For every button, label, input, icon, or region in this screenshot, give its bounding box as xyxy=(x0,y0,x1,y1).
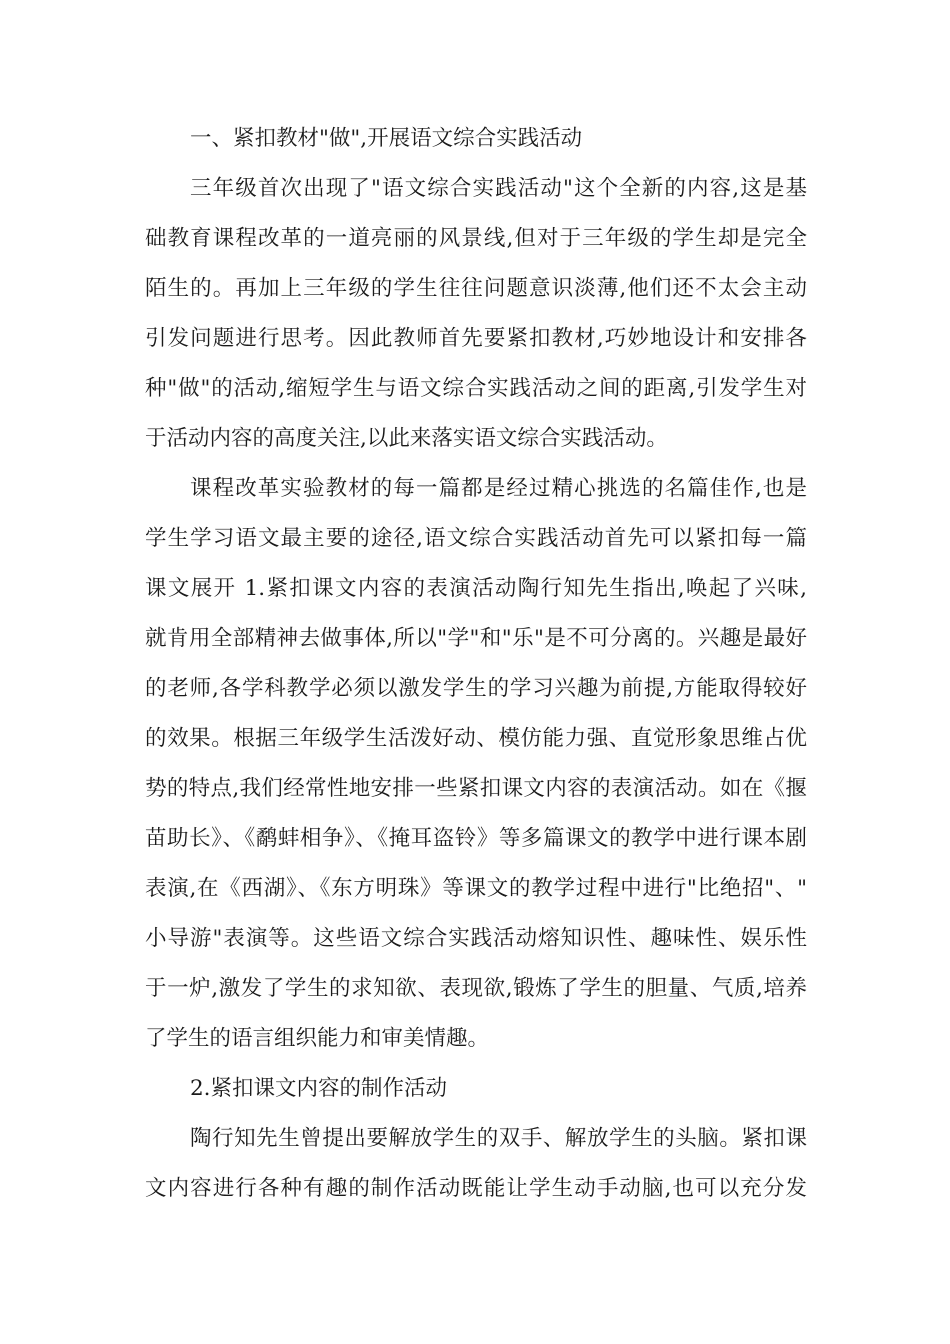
paragraph-line: 表演,在《西湖》、《东方明珠》等课文的教学过程中进行"比绝招"、" xyxy=(145,876,807,901)
paragraph-line: 苗助长》、《鹬蚌相争》、《掩耳盗铃》等多篇课文的教学中进行课本剧 xyxy=(145,826,807,851)
paragraph-line: 陌生的。再加上三年级的学生往往问题意识淡薄,他们还不太会主动 xyxy=(145,276,807,301)
paragraph-line: 于一炉,激发了学生的求知欲、表现欲,锻炼了学生的胆量、气质,培养 xyxy=(145,976,807,1001)
paragraph-line: 小导游"表演等。这些语文综合实践活动熔知识性、趣味性、娱乐性 xyxy=(145,926,807,951)
paragraph-line: 础教育课程改革的一道亮丽的风景线,但对于三年级的学生却是完全 xyxy=(145,226,807,251)
paragraph-line: 势的特点,我们经常性地安排一些紧扣课文内容的表演活动。如在《揠 xyxy=(145,776,807,801)
paragraph-line: 种"做"的活动,缩短学生与语文综合实践活动之间的距离,引发学生对 xyxy=(145,376,807,401)
paragraph-line: 引发问题进行思考。因此教师首先要紧扣教材,巧妙地设计和安排各 xyxy=(145,326,807,351)
paragraph-line: 于活动内容的高度关注,以此来落实语文综合实践活动。 xyxy=(145,426,668,451)
section-heading: 一、紧扣教材"做",开展语文综合实践活动 xyxy=(190,126,583,151)
document-body xyxy=(145,114,807,1214)
paragraph-line: 的效果。根据三年级学生活泼好动、模仿能力强、直觉形象思维占优 xyxy=(145,726,807,751)
paragraph-line: 就肯用全部精神去做事体,所以"学"和"乐"是不可分离的。兴趣是最好 xyxy=(145,626,807,651)
paragraph-line: 了学生的语言组织能力和审美情趣。 xyxy=(145,1026,490,1051)
paragraph-line: 文内容进行各种有趣的制作活动既能让学生动手动脑,也可以充分发 xyxy=(145,1176,807,1201)
subsection-heading: 2.紧扣课文内容的制作活动 xyxy=(190,1076,448,1101)
paragraph-line: 课程改革实验教材的每一篇都是经过精心挑选的名篇佳作,也是 xyxy=(190,476,807,501)
paragraph-line: 课文展开 1.紧扣课文内容的表演活动陶行知先生指出,唤起了兴味, xyxy=(145,576,807,601)
paragraph-line: 的老师,各学科教学必须以激发学生的学习兴趣为前提,方能取得较好 xyxy=(145,676,807,701)
paragraph-line: 陶行知先生曾提出要解放学生的双手、解放学生的头脑。紧扣课 xyxy=(190,1126,807,1151)
paragraph-line: 学生学习语文最主要的途径,语文综合实践活动首先可以紧扣每一篇 xyxy=(145,526,807,551)
paragraph-line: 三年级首次出现了"语文综合实践活动"这个全新的内容,这是基 xyxy=(190,176,807,201)
